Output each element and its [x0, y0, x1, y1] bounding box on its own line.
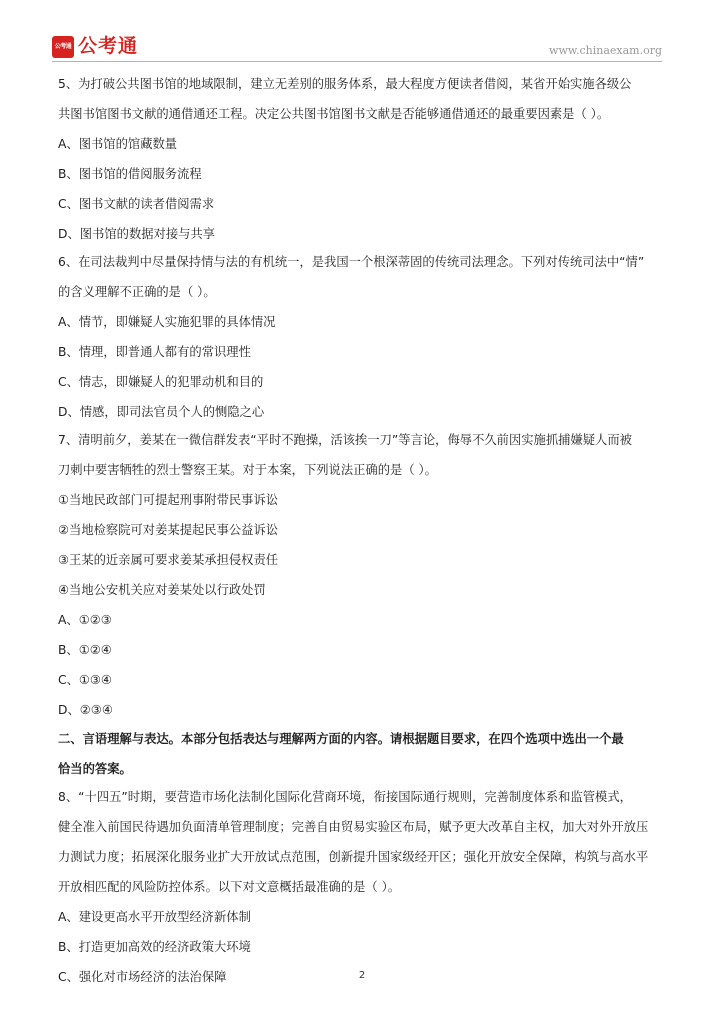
q6-option-a: A、情节，即嫌疑人实施犯罪的具体情况 [58, 315, 276, 329]
q5-option-d: D、图书馆的数据对接与共享 [58, 227, 216, 241]
q7-statement-3: ③王某的近亲属可要求姜某承担侵权责任 [58, 553, 279, 567]
q6-stem-line1: 6、在司法裁判中尽量保持情与法的有机统一，是我国一个根深蒂固的传统司法理念。下列对传统司法中“情” [58, 255, 645, 269]
q7-stem-line2: 刀刺中要害牺牲的烈士警察王某。对于本案，下列说法正确的是（ ）。 [58, 463, 437, 477]
q7-statement-1: ①当地民政部门可提起刑事附带民事诉讼 [58, 493, 279, 507]
q8-option-c: C、强化对市场经济的法治保障 [58, 970, 227, 984]
q7-statement-2: ②当地检察院可对姜某提起民事公益诉讼 [58, 523, 279, 537]
section-heading-line1: 二、言语理解与表达。本部分包括表达与理解两方面的内容。请根据题目要求，在四个选项中选出一个最 [58, 732, 624, 746]
logo-badge-icon: 公考通 [52, 36, 74, 58]
document-body [58, 74, 670, 987]
q7-option-c: C、①③④ [58, 673, 112, 687]
page-number: 2 [358, 970, 366, 981]
q7-option-d: D、②③④ [58, 703, 113, 717]
q8-stem-line1: 8、“十四五”时期，要营造市场化法制化国际化营商环境，衔接国际通行规则，完善制度体系和监管模式， [58, 790, 632, 804]
q5-option-a: A、图书馆的馆藏数量 [58, 137, 178, 151]
header-divider [52, 61, 662, 62]
section-heading-line2: 恰当的答案。 [58, 762, 132, 776]
q5-option-c: C、图书文献的读者借阅需求 [58, 197, 215, 211]
q5-stem-line1: 5、为打破公共图书馆的地域限制，建立无差别的服务体系，最大程度方便读者借阅，某省开始实施各级公 [58, 77, 632, 91]
logo-text: 公考通 [78, 35, 139, 57]
q7-statement-4: ④当地公安机关应对姜某处以行政处罚 [58, 583, 266, 597]
q8-stem-line4: 开放相匹配的风险防控体系。以下对文意概括最准确的是（ ）。 [58, 880, 401, 894]
q8-option-a: A、建设更高水平开放型经济新体制 [58, 910, 251, 924]
q8-stem-line2: 健全准入前国民待遇加负面清单管理制度；完善自由贸易实验区布局，赋予更大改革自主权，加大对外开放压 [58, 820, 649, 834]
q5-option-b: B、图书馆的借阅服务流程 [58, 167, 202, 181]
q8-stem-line3: 力测试力度；拓展深化服务业扩大开放试点范围，创新提升国家级经开区；强化开放安全保障，构筑与高水平 [58, 850, 649, 864]
q6-option-c: C、情志，即嫌疑人的犯罪动机和目的 [58, 375, 264, 389]
q7-stem-line1: 7、清明前夕，姜某在一微信群发表“平时不跑操，活该挨一刀”等言论，侮辱不久前因实施抓捕嫌疑人而被 [58, 433, 632, 447]
page-header [52, 32, 662, 62]
q6-option-d: D、情感，即司法官员个人的恻隐之心 [58, 405, 265, 419]
q5-stem-line2: 共图书馆图书文献的通借通还工程。决定公共图书馆图书文献是否能够通借通还的最重要因素是（ ）。 [58, 107, 610, 121]
site-url: www.chinaexam.org [549, 44, 662, 57]
q6-option-b: B、情理，即普通人都有的常识理性 [58, 345, 251, 359]
q7-option-b: B、①②④ [58, 643, 112, 657]
q7-option-a: A、①②③ [58, 613, 112, 627]
q6-stem-line2: 的含义理解不正确的是（ ）。 [58, 285, 216, 299]
q8-option-b: B、打造更加高效的经济政策大环境 [58, 940, 251, 954]
